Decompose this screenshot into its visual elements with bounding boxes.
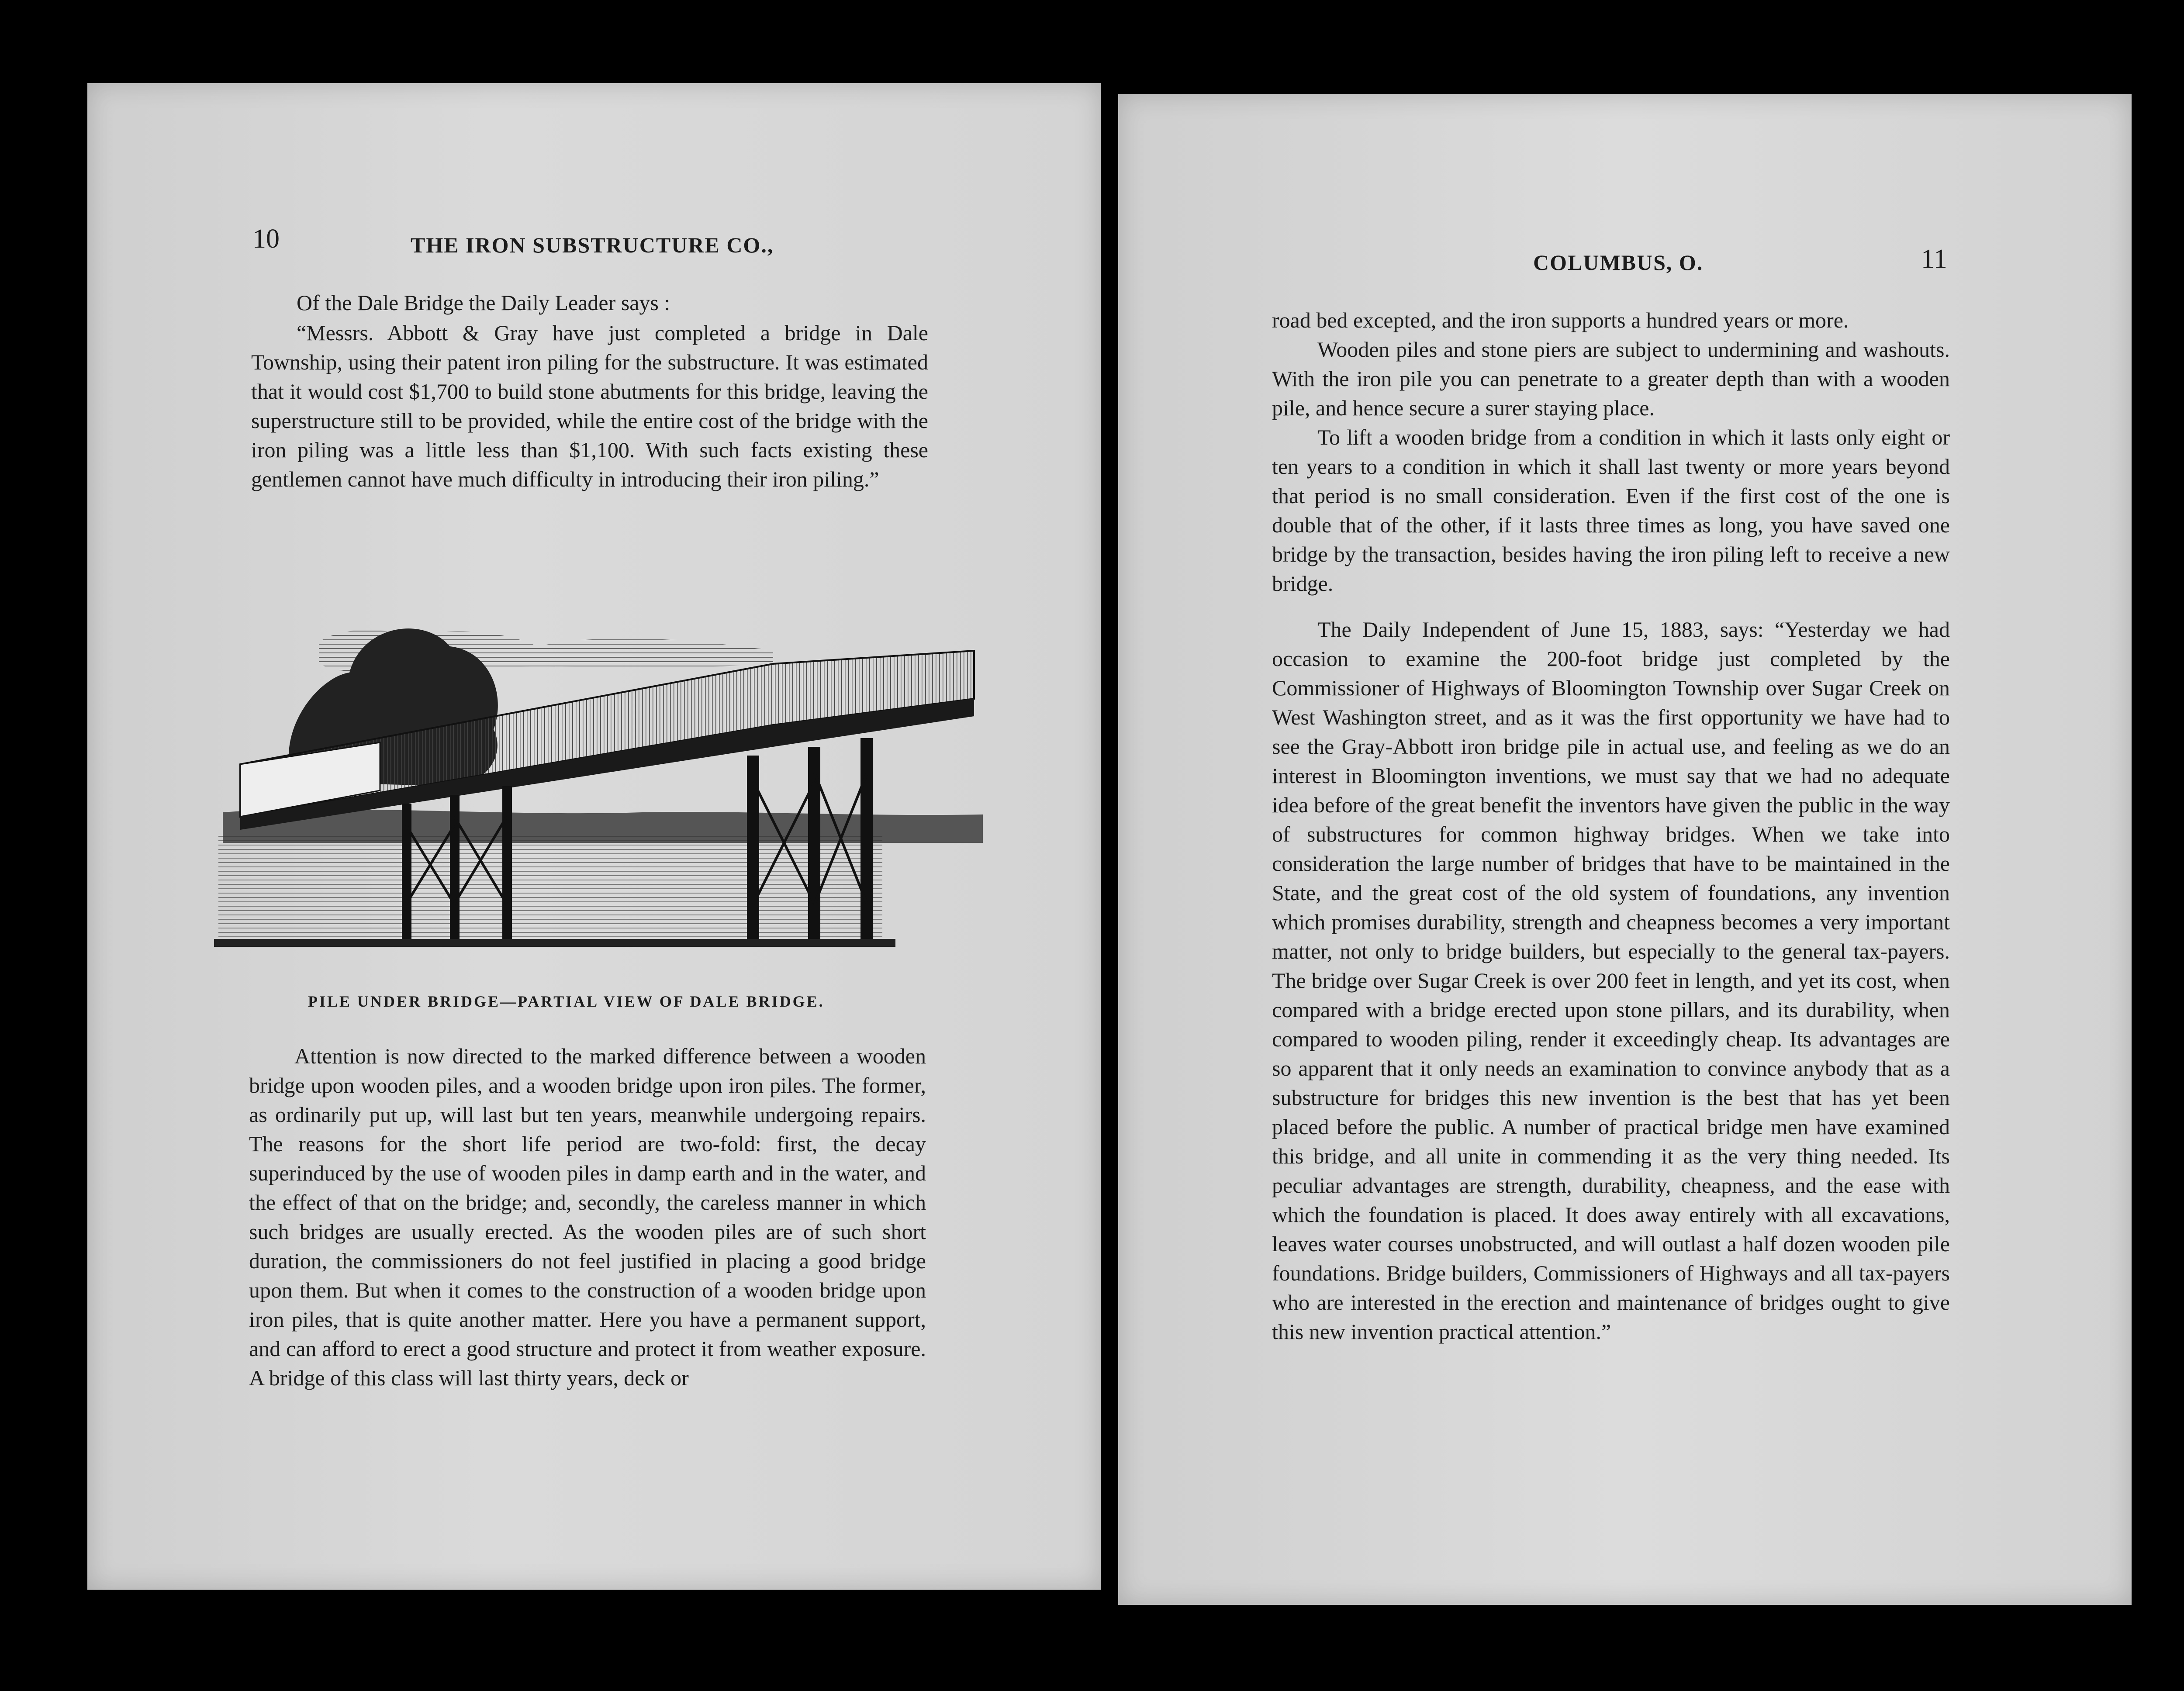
intro-line: Of the Dale Bridge the Daily Leader says : — [297, 290, 670, 315]
left-intro-block — [251, 288, 928, 494]
left-page-number: 10 — [252, 224, 280, 254]
right-running-head: COLUMBUS, O. — [1533, 250, 1704, 275]
daily-independent-quote: The Daily Independent of June 15, 1883, says: “Yesterday we had occasion to examine the 200-foot bridge just completed by the Commissioner of Highways of Bloomington Township over Sugar Creek on West Washington street, and as it was the first opportunity we have had to see the Gray-Abbott iron bridge pile in actual use, and feeling as we do an interest in Bloomington inventions, we must say that we had no adequate idea before of the great benefit the inventors have given the public in the way of substructures for common highway bridges. When we take into consideration the large number of bridges that have to be maintained in the State, and the great cost of the old system of foundations, any invention which promises durability, strength and cheapness becomes a very important matter, not only to bridge builders, but especially to the general tax-payers. The bridge over Sugar Creek is over 200 feet in length, and yet its cost, when compared with a bridge erected upon stone pillars, and its durability, when compared to wooden piling, render it exceedingly cheap. Its advantages are so apparent that it only needs an examination to convince anybody that as a substructure for bridges this new invention is the best that has yet been placed before the public. A number of practical bridge men have examined this bridge, and all unite in commending it as the very thing needed. Its peculiar advantages are strength, durability, cheapness, and the ease with which the foundation is placed. It does away entirely with all excavations, leaves water courses unobstructed, and will outlast a half dozen wooden pile foundations. Bridge builders, Commissioners of Highways and all tax-payers who are interested in the erection and maintenance of bridges ought to give this new invention practical attention.” — [1272, 617, 1950, 1344]
daily-leader-quote: “Messrs. Abbott & Gray have just completed a bridge in Dale Township, using their patent iron piling for the substructure. It was estimated that it would cost $1,700 to build stone abutments for this bridge, leaving the superstructure still to be provided, while the entire cost of the bridge with the iron piling was a little less than $1,100. With such facts existing these gentlemen cannot have much difficulty in introducing their iron piling.” — [251, 321, 928, 491]
left-running-head: THE IRON SUBSTRUCTURE CO., — [411, 233, 774, 257]
bridge-illustration — [205, 598, 983, 965]
right-paragraph-1: road bed excepted, and the iron supports a hundred years or more. — [1272, 308, 1849, 332]
figure-caption: PILE UNDER BRIDGE—PARTIAL VIEW OF DALE BRIDGE. — [308, 993, 825, 1010]
book-gutter — [1101, 79, 1118, 1607]
right-page-number: 11 — [1921, 244, 1947, 274]
right-paragraph-3: To lift a wooden bridge from a condition in which it lasts only eight or ten years to a condition in which it shall last twenty or more years beyond that period is no small consideration. Even if the first cost of the one is double that of the other, if it lasts three times as long, you have saved one bridge by the transaction, besides having the iron piling left to receive a new bridge. — [1272, 425, 1950, 596]
right-paragraph-2: Wooden piles and stone piers are subject to undermining and washouts. With the iron pile you can penetrate to a greater depth than with a wooden pile, and hence secure a surer staying place. — [1272, 337, 1950, 420]
left-body-paragraph: Attention is now directed to the marked difference between a wooden bridge upon wooden piles, and a wooden bridge upon iron piles. The former, as ordinarily put up, will last but ten years, meanwhile undergoing repairs. The reasons for the short life period are two-fold: first, the decay superinduced by the use of wooden piles in damp earth and in the water, and the effect of that on the bridge; and, secondly, the careless manner in which such bridges are usually erected. As the wooden piles are of such short duration, the commissioners do not feel justified in placing a good bridge upon them. But when it comes to the construction of a wooden bridge upon iron piles, that is quite another matter. Here you have a permanent support, and can afford to erect a good structure and protect it from weather exposure. A bridge of this class will last thirty years, deck or — [249, 1044, 926, 1390]
right-body-block — [1272, 306, 1950, 1346]
left-body-block — [249, 1042, 926, 1393]
